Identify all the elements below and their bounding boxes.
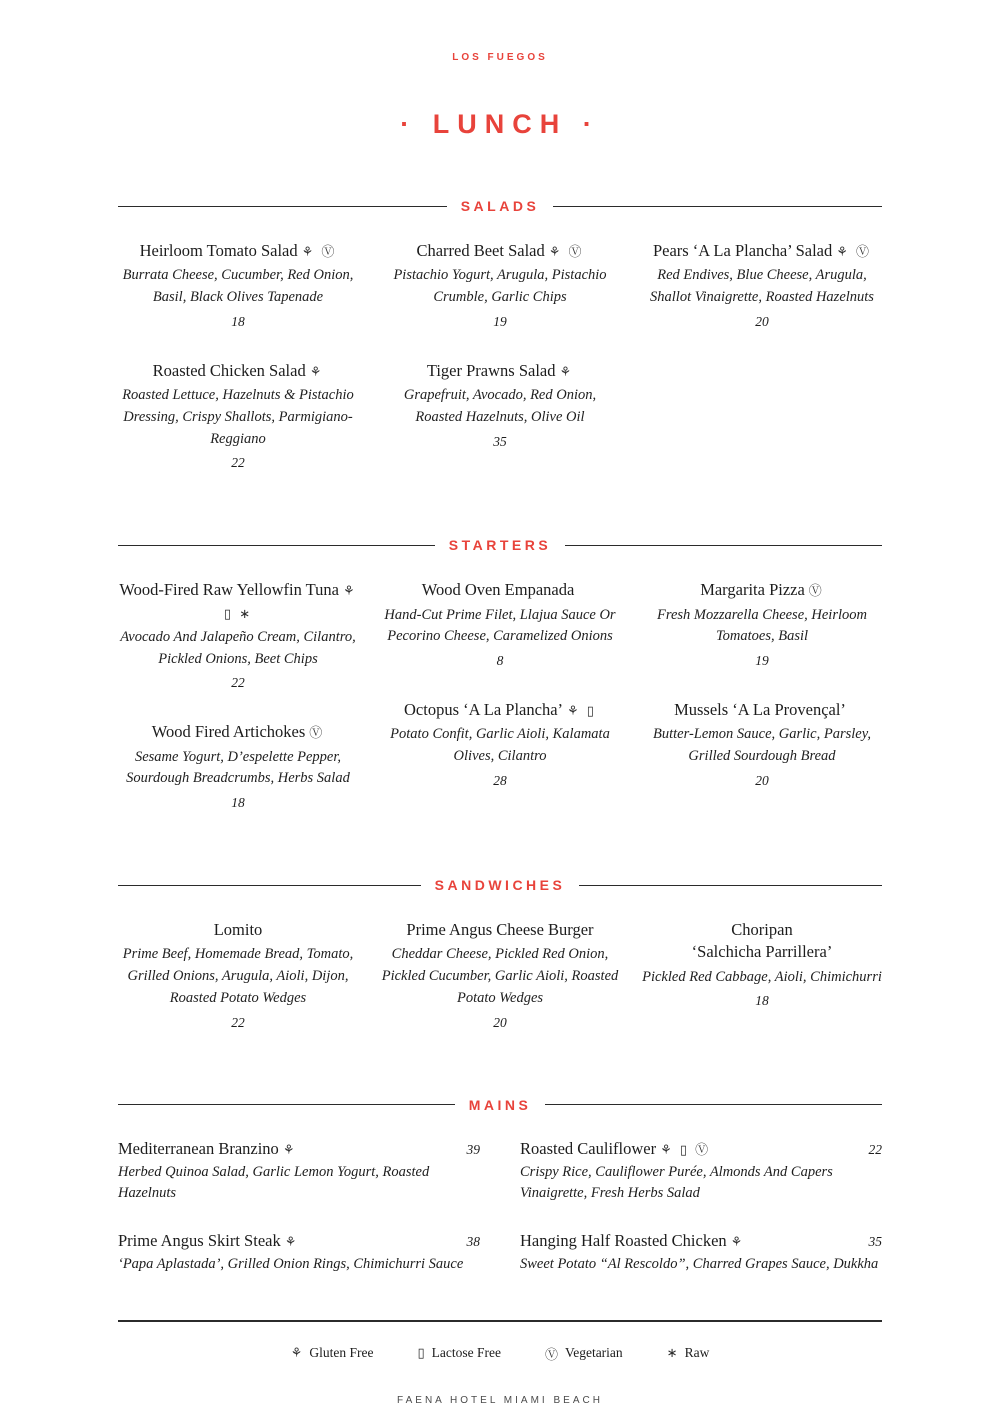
menu-item-title-row	[520, 1231, 882, 1251]
heading-rule-left	[118, 885, 421, 886]
menu-item-name: Wood Oven Empanada	[421, 580, 575, 600]
menu-item	[380, 699, 620, 789]
dietary-icons: ⚘ Ⓥ	[836, 245, 872, 260]
menu-item-description: Cheddar Cheese, Pickled Red Onion, Pickled Cucumber, Garlic Aioli, Roasted Potato Wedges	[381, 946, 619, 1006]
legend-label: Raw	[684, 1345, 710, 1361]
dietary-icons: ⚘ Ⓥ	[548, 245, 584, 260]
menu-item-description: Fresh Mozzarella Cheese, Heirloom Tomatoes, Basil	[657, 606, 867, 645]
menu-item-description: Butter-Lemon Sauce, Garlic, Parsley, Grilled Sourdough Bread	[653, 726, 871, 765]
menu-item-description: Roasted Lettuce, Hazelnuts & Pistachio Dressing, Crispy Shallots, Parmigiano-Reggiano	[122, 387, 354, 447]
menu-item-name: Mussels ‘A La Provençal’	[674, 700, 846, 720]
section-sandwiches	[118, 877, 882, 1061]
dietary-icons: ⚘ ▯ ∗	[223, 584, 357, 622]
menu-item	[642, 919, 882, 1009]
menu-item-description: Potato Confit, Garlic Aioli, Kalamata Olives, Cilantro	[390, 726, 610, 765]
menu-item-description: Herbed Quinoa Salad, Garlic Lemon Yogurt, Roasted Hazelnuts	[118, 1163, 430, 1202]
heading-rule-right	[553, 206, 882, 207]
raw-icon: ∗	[666, 1345, 678, 1361]
menu-item-description: Avocado And Jalapeño Cream, Cilantro, Pickled Onions, Beet Chips	[120, 628, 356, 667]
menu-item	[380, 579, 620, 669]
dietary-icons: ⚘ ▯	[567, 704, 596, 720]
menu-item-name: Tiger Prawns Salad	[426, 360, 556, 380]
menu-item-name: Pears ‘A La Plancha’ Salad	[652, 241, 833, 260]
restaurant-name: LOS FUEGOS	[452, 52, 548, 63]
menu-item-description: Burrata Cheese, Cucumber, Red Onion, Basil, Black Olives Tapenade	[122, 267, 354, 306]
menu-item-description: Pickled Red Cabbage, Aioli, Chimichurri	[642, 968, 882, 985]
menu-item	[118, 919, 358, 1031]
column-2	[380, 919, 620, 1061]
gluten-free-icon: ⚘	[290, 1345, 303, 1361]
dietary-icons: ⚘	[559, 364, 574, 380]
menu-item-price: 18	[755, 993, 769, 1009]
menu-item	[642, 240, 882, 330]
menu-item	[642, 699, 882, 789]
menu-item-price: 22	[231, 675, 245, 691]
menu-item-title	[380, 240, 620, 262]
legend-vegetarian	[545, 1344, 623, 1363]
section-heading: SANDWICHES	[434, 877, 566, 894]
menu-item-price: 22	[231, 455, 245, 471]
menu-item	[520, 1139, 882, 1206]
menu-item-price: 28	[493, 772, 507, 788]
section-mains	[118, 1097, 882, 1302]
lactose-free-icon: ▯	[417, 1345, 425, 1361]
menu-item-name: Hanging Half Roasted Chicken	[520, 1231, 727, 1251]
menu-item-price: 19	[755, 653, 769, 669]
mains-columns	[118, 1139, 882, 1302]
section-heading: STARTERS	[448, 537, 552, 554]
section-columns	[118, 919, 882, 1061]
menu-item	[380, 360, 620, 450]
menu-item-price: 19	[493, 313, 507, 329]
section-heading-row	[118, 198, 882, 214]
legend-label: Gluten Free	[309, 1345, 374, 1361]
menu-item-name: Wood-Fired Raw Yellowfin Tuna	[119, 580, 339, 600]
menu-item-name: Roasted Cauliflower	[520, 1138, 657, 1158]
menu-item-name: Octopus ‘A La Plancha’	[404, 700, 564, 720]
menu-item-title	[520, 1139, 710, 1159]
section-heading: MAINS	[468, 1096, 532, 1113]
menu-item-title	[642, 579, 882, 601]
menu-item	[380, 919, 620, 1031]
menu-item	[118, 579, 358, 691]
menu-item-price: 38	[466, 1234, 480, 1250]
menu-item-title	[642, 919, 882, 964]
dietary-legend	[118, 1322, 882, 1373]
section-columns	[118, 579, 882, 841]
menu-item-price: 8	[496, 653, 504, 669]
dietary-icons: ⚘ ▯ Ⓥ	[660, 1142, 711, 1158]
menu-item-name: Margarita Pizza	[700, 580, 805, 600]
menu-item-description: Pistachio Yogurt, Arugula, Pistachio Crumble, Garlic Chips	[393, 267, 607, 306]
column-3	[642, 579, 882, 841]
dietary-icons: ⚘	[309, 364, 324, 380]
section-columns	[118, 240, 882, 501]
menu-item-price: 20	[755, 772, 769, 788]
menu-content	[118, 52, 882, 1406]
menu-item-title-row	[520, 1139, 882, 1159]
dietary-icons: ⚘	[282, 1142, 297, 1158]
menu-item-price: 22	[231, 1014, 245, 1030]
column-3	[642, 240, 882, 501]
menu-item	[118, 1231, 480, 1276]
menu-item-price: 20	[755, 313, 769, 329]
column-1	[118, 240, 358, 501]
menu-item-title	[118, 579, 358, 624]
menu-item-name: Charred Beet Salad	[416, 241, 545, 260]
legend-lactose-free	[417, 1344, 501, 1363]
menu-item-title	[118, 1231, 298, 1251]
heading-rule-right	[565, 545, 882, 546]
legend-gluten-free	[291, 1344, 374, 1363]
menu-item	[642, 579, 882, 669]
dietary-icons: ⚘	[284, 1235, 299, 1251]
column-1	[118, 579, 358, 841]
menu-item-title	[380, 919, 620, 941]
heading-rule-left	[118, 545, 435, 546]
menu-item	[118, 721, 358, 811]
menu-item-title	[118, 1139, 296, 1159]
menu-item-title	[642, 240, 882, 262]
menu-item-description: Red Endives, Blue Cheese, Arugula, Shallot Vinaigrette, Roasted Hazelnuts	[650, 267, 874, 306]
hotel-name: FAENA HOTEL MIAMI BEACH	[397, 1394, 603, 1406]
menu-item-title	[118, 360, 358, 382]
menu-item-title	[118, 721, 358, 743]
menu-item	[118, 240, 358, 330]
menu-item-price: 35	[493, 433, 507, 449]
column-3	[642, 919, 882, 1061]
menu-item-description: Hand-Cut Prime Filet, Llajua Sauce Or Pecorino Cheese, Caramelized Onions	[384, 606, 616, 645]
menu-item-title-row	[118, 1139, 480, 1159]
menu-item-price: 20	[493, 1014, 507, 1030]
menu-item-description: Grapefruit, Avocado, Red Onion, Roasted Hazelnuts, Olive Oil	[403, 387, 597, 425]
menu-item-name: Prime Angus Cheese Burger	[406, 920, 594, 940]
section-heading-row	[118, 537, 882, 553]
column-2	[380, 240, 620, 501]
menu-item	[118, 1139, 480, 1206]
vegetarian-icon: Ⓥ	[544, 1347, 558, 1363]
legend-raw	[667, 1344, 710, 1363]
menu-item-name: Heirloom Tomato Salad	[139, 241, 298, 260]
menu-item-name: Mediterranean Branzino	[118, 1138, 279, 1158]
legend-label: Vegetarian	[564, 1345, 623, 1361]
menu-item-price: 22	[868, 1141, 882, 1157]
menu-item-price: 18	[231, 313, 245, 329]
section-heading: SALADS	[460, 198, 540, 214]
menu-item-title	[642, 699, 882, 721]
menu-item-description: Prime Beef, Homemade Bread, Tomato, Grilled Onions, Arugula, Aioli, Dijon, Roasted Potato Wedges	[122, 946, 354, 1006]
menu-item-name: Roasted Chicken Salad	[152, 360, 306, 380]
menu-item-price: 35	[868, 1234, 882, 1250]
section-starters	[118, 537, 882, 841]
dietary-icons: Ⓥ	[808, 584, 824, 600]
page-title: · LUNCH ·	[400, 109, 600, 139]
dietary-icons: Ⓥ	[309, 726, 325, 742]
menu-item-title	[118, 919, 358, 941]
section-salads	[118, 198, 882, 501]
dietary-icons: ⚘ Ⓥ	[301, 245, 337, 260]
dietary-icons: ⚘	[730, 1235, 745, 1251]
menu-item-title	[380, 579, 620, 601]
menu-item-description: ‘Papa Aplastada’, Grilled Onion Rings, Chimichurri Sauce	[118, 1256, 464, 1273]
menu-item-price: 18	[231, 795, 245, 811]
menu-item-name: Choripan	[731, 920, 793, 940]
menu-item-title	[520, 1231, 744, 1251]
heading-rule-right	[545, 1104, 882, 1105]
section-heading-row	[118, 1097, 882, 1113]
menu-item-title-row	[118, 1231, 480, 1251]
menu-item-description: Sweet Potato “Al Rescoldo”, Charred Grapes Sauce, Dukkha	[520, 1256, 879, 1273]
menu-item	[380, 240, 620, 330]
menu-item-name: Prime Angus Skirt Steak	[118, 1231, 281, 1251]
heading-rule-left	[118, 206, 447, 207]
menu-item-title	[380, 699, 620, 721]
menu-item-description: Sesame Yogurt, D’espelette Pepper, Sourdough Breadcrumbs, Herbs Salad	[126, 748, 350, 787]
menu-item-price: 39	[466, 1141, 480, 1157]
menu-item-subname: ‘Salchicha Parrillera’	[691, 942, 833, 962]
legend-label: Lactose Free	[431, 1345, 501, 1361]
column-2	[520, 1139, 882, 1302]
heading-rule-right	[579, 885, 882, 886]
section-heading-row	[118, 877, 882, 893]
heading-rule-left	[118, 1104, 455, 1105]
column-2	[380, 579, 620, 841]
menu-item-description: Crispy Rice, Cauliflower Purée, Almonds And Capers Vinaigrette, Fresh Herbs Salad	[520, 1163, 833, 1202]
column-1	[118, 919, 358, 1061]
menu-item-title	[380, 360, 620, 382]
menu-item	[520, 1231, 882, 1276]
menu-item-title	[118, 240, 358, 262]
menu-item	[118, 360, 358, 472]
menu-item-name: Lomito	[213, 920, 263, 940]
column-1	[118, 1139, 480, 1302]
menu-item-name: Wood Fired Artichokes	[151, 722, 306, 742]
